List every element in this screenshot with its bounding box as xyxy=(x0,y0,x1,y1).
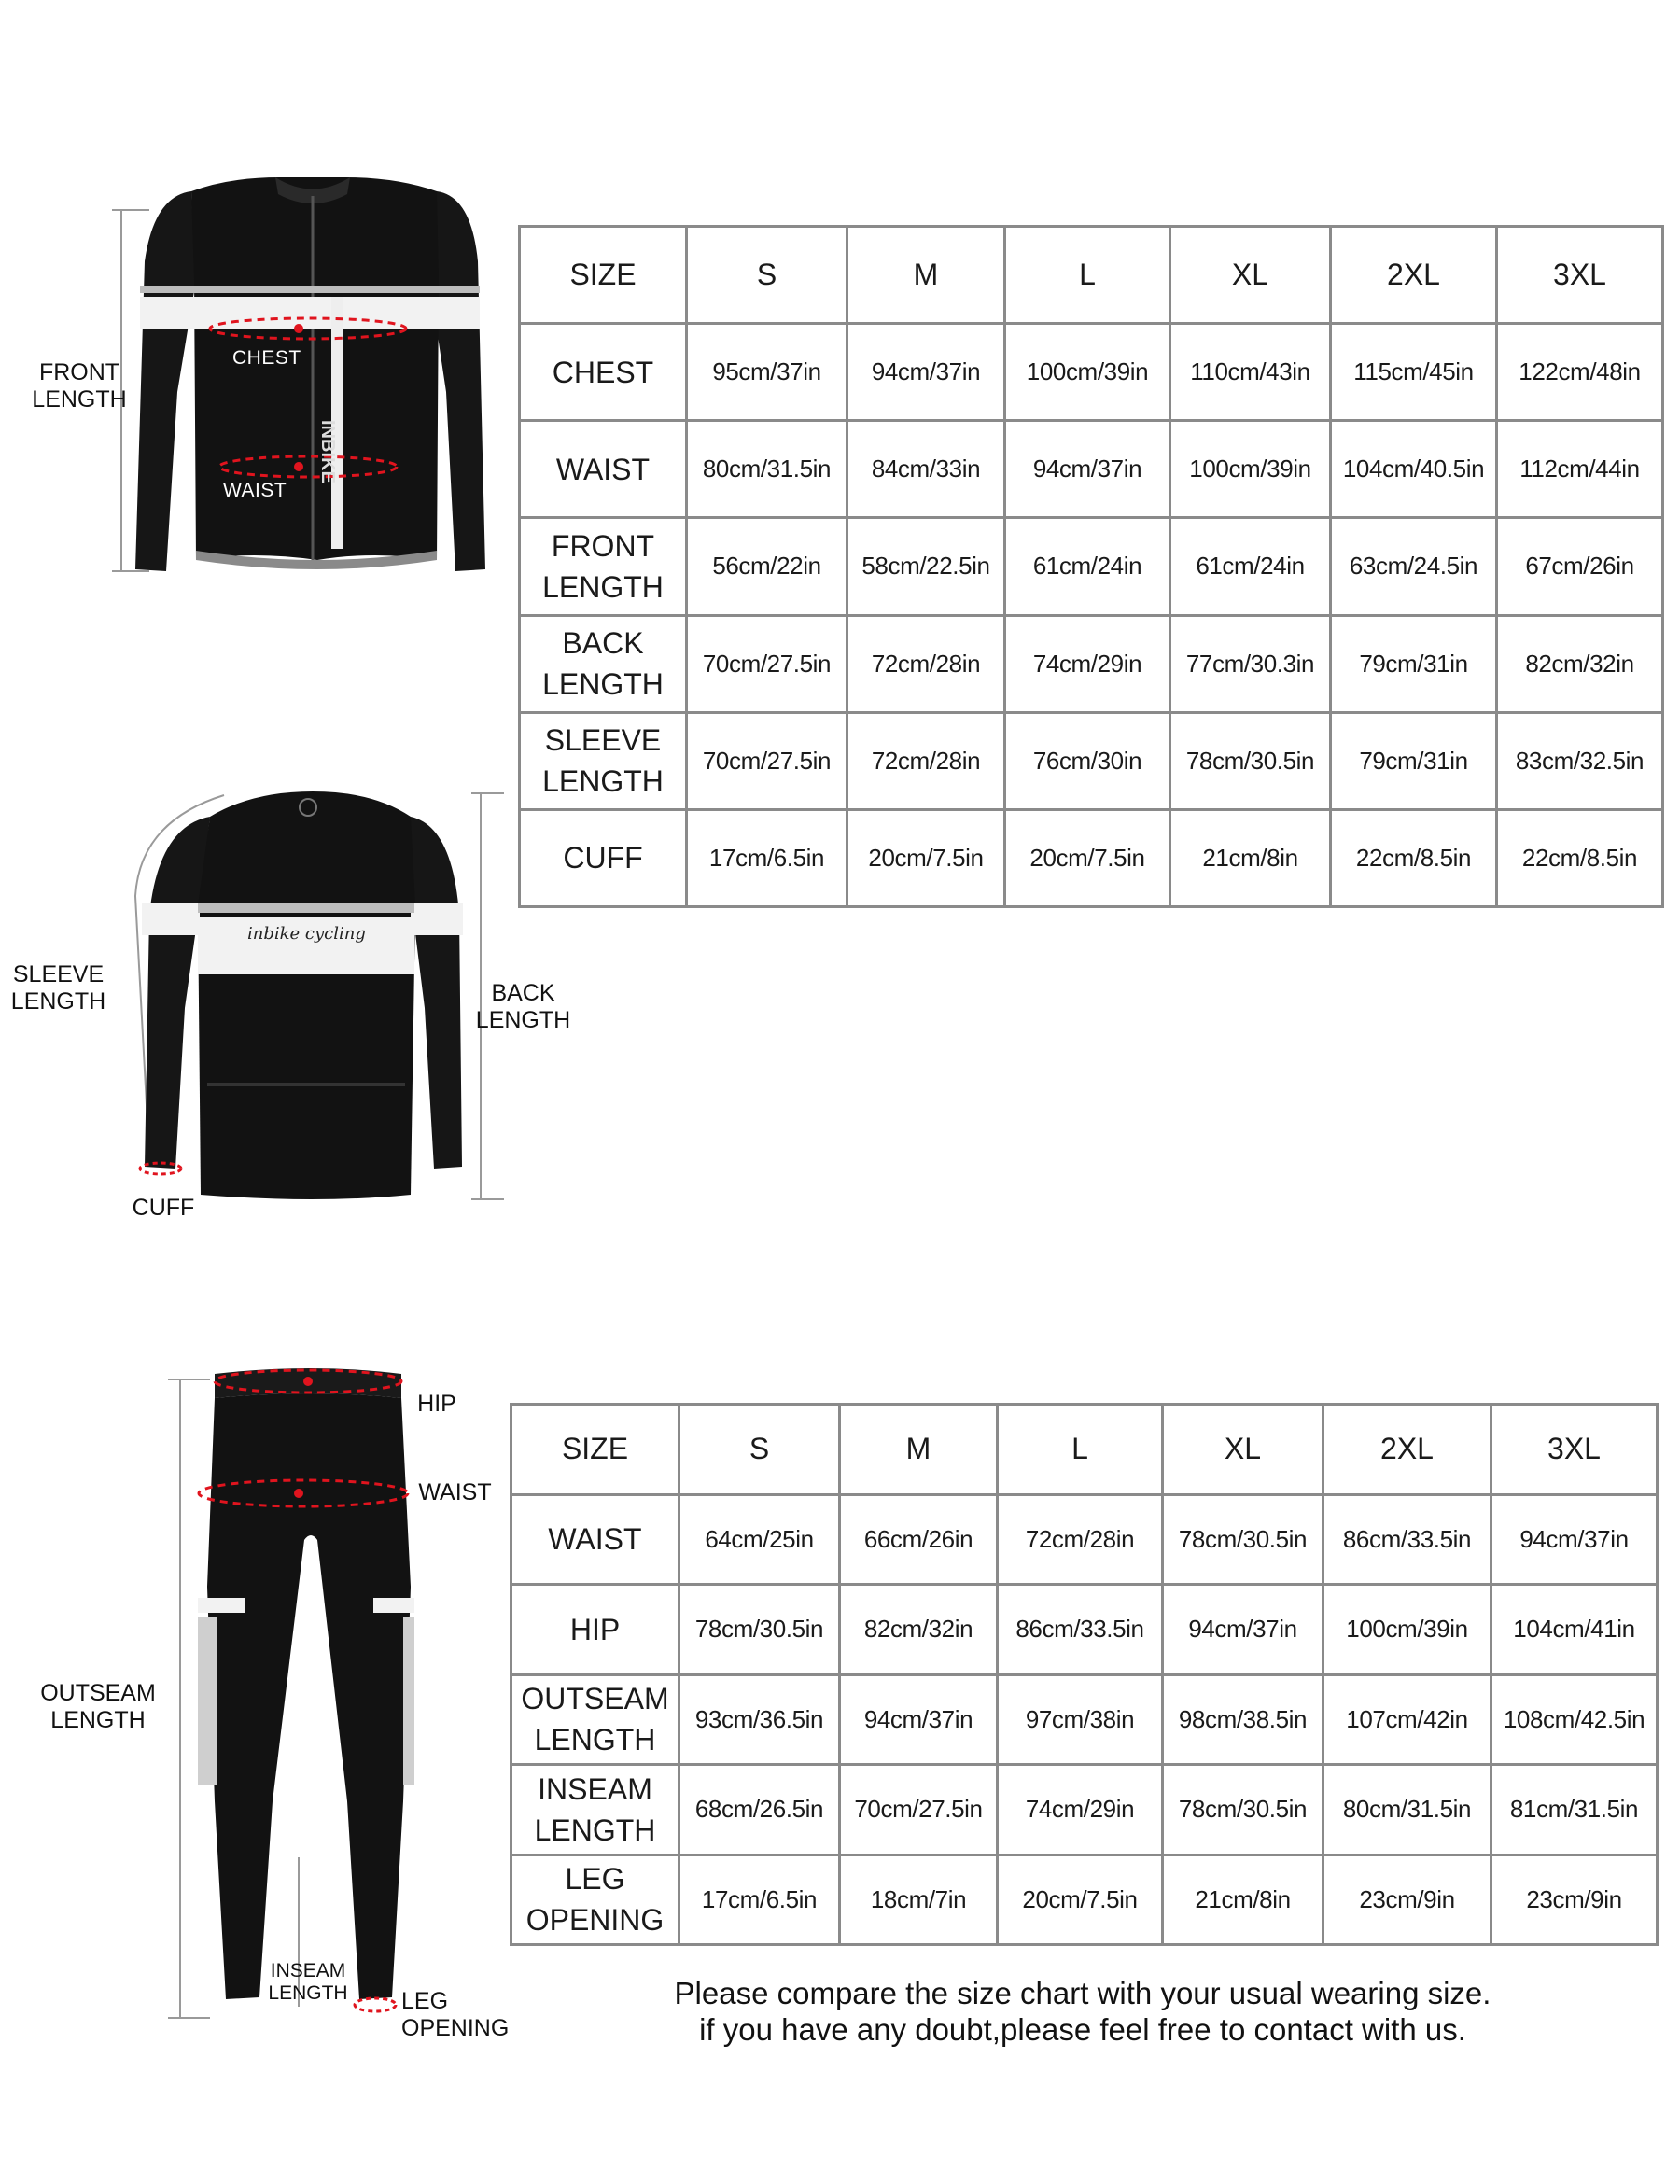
table-cell: 94cm/37in xyxy=(1491,1494,1658,1585)
table-cell: 81cm/31.5in xyxy=(1491,1765,1658,1855)
jersey-front-illustration xyxy=(0,0,523,616)
table-cell: 72cm/28in xyxy=(998,1494,1163,1585)
header-cell: XL xyxy=(1163,1405,1323,1495)
table-cell: 104cm/41in xyxy=(1491,1585,1658,1675)
pants-size-table xyxy=(510,1403,1659,1946)
header-cell: M xyxy=(847,227,1005,324)
table-cell: 94cm/37in xyxy=(847,324,1005,421)
header-cell: L xyxy=(998,1405,1163,1495)
table-cell: 78cm/30.5in xyxy=(1163,1765,1323,1855)
table-cell: 72cm/28in xyxy=(847,712,1005,809)
header-cell: L xyxy=(1005,227,1170,324)
table-cell: 93cm/36.5in xyxy=(679,1674,840,1765)
table-row xyxy=(520,421,1663,518)
table-cell: 20cm/7.5in xyxy=(847,809,1005,906)
row-label: INSEAM LENGTH xyxy=(511,1765,679,1855)
table-cell: 67cm/26in xyxy=(1497,518,1663,615)
table-cell: 21cm/8in xyxy=(1163,1855,1323,1945)
table-cell: 108cm/42.5in xyxy=(1491,1674,1658,1765)
table-cell: 68cm/26.5in xyxy=(679,1765,840,1855)
pants-waist-label: WAIST xyxy=(418,1479,492,1505)
table-header-row xyxy=(511,1405,1658,1495)
table-cell: 80cm/31.5in xyxy=(687,421,847,518)
waist-marker-label: WAIST xyxy=(223,480,287,501)
table-cell: 76cm/30in xyxy=(1005,712,1170,809)
cuff-label: CUFF xyxy=(132,1195,195,1221)
back-script-text: inbike cycling xyxy=(247,924,366,944)
table-cell: 21cm/8in xyxy=(1170,809,1331,906)
table-cell: 86cm/33.5in xyxy=(1323,1494,1491,1585)
table-cell: 78cm/30.5in xyxy=(1163,1494,1323,1585)
table-cell: 17cm/6.5in xyxy=(679,1855,840,1945)
header-cell: 3XL xyxy=(1497,227,1663,324)
table-cell: 94cm/37in xyxy=(1005,421,1170,518)
table-cell: 100cm/39in xyxy=(1170,421,1331,518)
table-cell: 82cm/32in xyxy=(1497,615,1663,712)
table-cell: 107cm/42in xyxy=(1323,1674,1491,1765)
table-row xyxy=(520,809,1663,906)
table-cell: 18cm/7in xyxy=(840,1855,998,1945)
row-label: CHEST xyxy=(520,324,687,421)
header-cell: S xyxy=(687,227,847,324)
table-cell: 122cm/48in xyxy=(1497,324,1663,421)
table-cell: 95cm/37in xyxy=(687,324,847,421)
table-cell: 20cm/7.5in xyxy=(998,1855,1163,1945)
row-label: BACK LENGTH xyxy=(520,615,687,712)
table-cell: 100cm/39in xyxy=(1323,1585,1491,1675)
table-cell: 94cm/37in xyxy=(840,1674,998,1765)
header-cell: 3XL xyxy=(1491,1405,1658,1495)
table-cell: 56cm/22in xyxy=(687,518,847,615)
brand-vertical-text: INBIKE xyxy=(317,420,338,483)
table-row xyxy=(511,1674,1658,1765)
table-cell: 61cm/24in xyxy=(1005,518,1170,615)
table-cell: 22cm/8.5in xyxy=(1497,809,1663,906)
back-length-label: BACK LENGTH xyxy=(475,980,571,1033)
outseam-length-label: OUTSEAM LENGTH xyxy=(40,1680,156,1733)
table-row xyxy=(511,1855,1658,1945)
front-length-label: FRONT LENGTH xyxy=(32,359,127,413)
table-cell: 63cm/24.5in xyxy=(1331,518,1497,615)
table-cell: 97cm/38in xyxy=(998,1674,1163,1765)
table-row xyxy=(520,324,1663,421)
header-cell: XL xyxy=(1170,227,1331,324)
table-cell: 84cm/33in xyxy=(847,421,1005,518)
row-label: FRONT LENGTH xyxy=(520,518,687,615)
table-cell: 79cm/31in xyxy=(1331,712,1497,809)
table-cell: 70cm/27.5in xyxy=(687,712,847,809)
table-row xyxy=(520,615,1663,712)
table-cell: 80cm/31.5in xyxy=(1323,1765,1491,1855)
table-cell: 86cm/33.5in xyxy=(998,1585,1163,1675)
table-cell: 74cm/29in xyxy=(998,1765,1163,1855)
header-cell: 2XL xyxy=(1323,1405,1491,1495)
table-cell: 104cm/40.5in xyxy=(1331,421,1497,518)
header-cell: SIZE xyxy=(520,227,687,324)
table-cell: 70cm/27.5in xyxy=(840,1765,998,1855)
table-cell: 66cm/26in xyxy=(840,1494,998,1585)
row-label: CUFF xyxy=(520,809,687,906)
table-cell: 77cm/30.3in xyxy=(1170,615,1331,712)
table-row xyxy=(520,712,1663,809)
table-cell: 110cm/43in xyxy=(1170,324,1331,421)
row-label: LEG OPENING xyxy=(511,1855,679,1945)
table-cell: 22cm/8.5in xyxy=(1331,809,1497,906)
table-cell: 70cm/27.5in xyxy=(687,615,847,712)
inseam-length-label: INSEAM LENGTH xyxy=(268,1960,348,2004)
leg-opening-label: LEG OPENING xyxy=(401,1988,510,2041)
header-cell: SIZE xyxy=(511,1405,679,1495)
table-cell: 74cm/29in xyxy=(1005,615,1170,712)
table-cell: 72cm/28in xyxy=(847,615,1005,712)
row-label: SLEEVE LENGTH xyxy=(520,712,687,809)
table-cell: 20cm/7.5in xyxy=(1005,809,1170,906)
table-cell: 23cm/9in xyxy=(1323,1855,1491,1945)
hip-label: HIP xyxy=(417,1391,456,1417)
size-advice-note: Please compare the size chart with your usual wearing size. if you have any doubt,please feel free to contact with us. xyxy=(674,1976,1491,2047)
row-label: WAIST xyxy=(520,421,687,518)
table-cell: 64cm/25in xyxy=(679,1494,840,1585)
table-cell: 61cm/24in xyxy=(1170,518,1331,615)
header-cell: M xyxy=(840,1405,998,1495)
table-cell: 78cm/30.5in xyxy=(1170,712,1331,809)
table-cell: 83cm/32.5in xyxy=(1497,712,1663,809)
table-row xyxy=(511,1494,1658,1585)
table-cell: 94cm/37in xyxy=(1163,1585,1323,1675)
table-row xyxy=(511,1585,1658,1675)
header-cell: 2XL xyxy=(1331,227,1497,324)
row-label: WAIST xyxy=(511,1494,679,1585)
table-cell: 82cm/32in xyxy=(840,1585,998,1675)
jersey-size-table xyxy=(518,225,1664,908)
table-cell: 17cm/6.5in xyxy=(687,809,847,906)
table-row xyxy=(511,1765,1658,1855)
chest-marker-label: CHEST xyxy=(232,347,301,369)
table-cell: 112cm/44in xyxy=(1497,421,1663,518)
table-row xyxy=(520,518,1663,615)
row-label: HIP xyxy=(511,1585,679,1675)
table-header-row xyxy=(520,227,1663,324)
header-cell: S xyxy=(679,1405,840,1495)
table-cell: 79cm/31in xyxy=(1331,615,1497,712)
table-cell: 23cm/9in xyxy=(1491,1855,1658,1945)
table-cell: 58cm/22.5in xyxy=(847,518,1005,615)
table-cell: 115cm/45in xyxy=(1331,324,1497,421)
table-cell: 98cm/38.5in xyxy=(1163,1674,1323,1765)
row-label: OUTSEAM LENGTH xyxy=(511,1674,679,1765)
sleeve-length-label: SLEEVE LENGTH xyxy=(10,961,106,1015)
table-cell: 78cm/30.5in xyxy=(679,1585,840,1675)
table-cell: 100cm/39in xyxy=(1005,324,1170,421)
